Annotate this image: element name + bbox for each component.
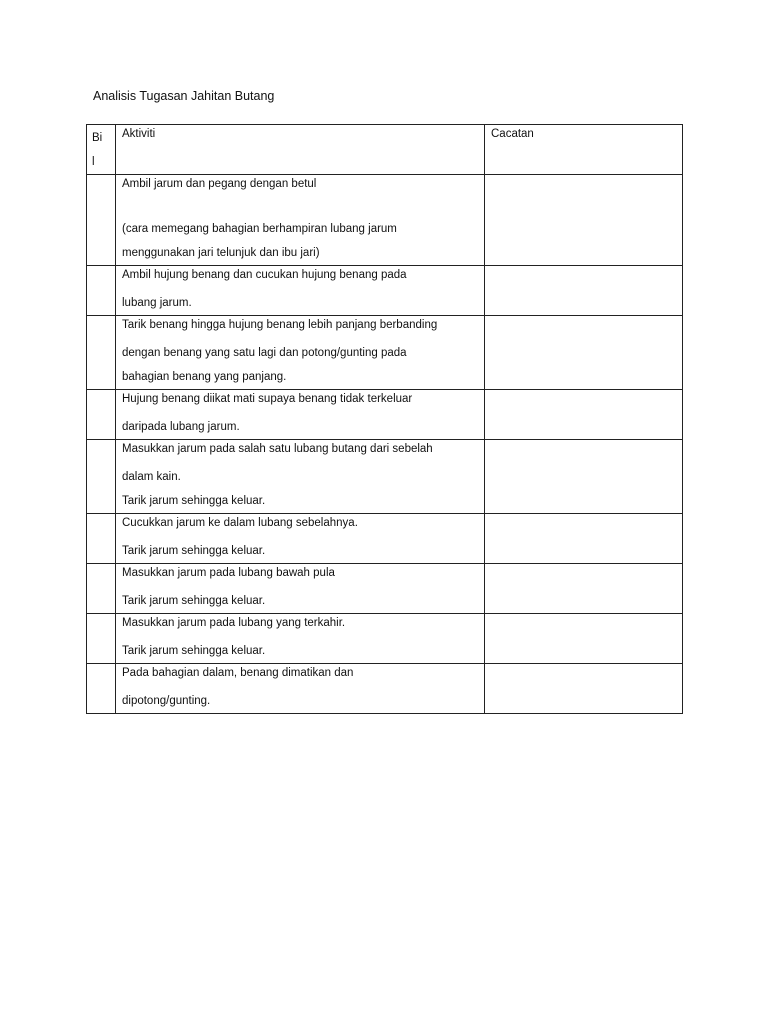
table-row: [87, 316, 683, 390]
table-row: [87, 614, 683, 664]
aktiviti-text-line: Cucukkan jarum ke dalam lubang sebelahnya.: [122, 517, 358, 529]
aktiviti-text-line: dipotong/gunting.: [122, 695, 211, 707]
cell-aktiviti: [116, 175, 485, 266]
cell-cacatan: [485, 564, 683, 614]
cell-cacatan: [485, 440, 683, 514]
cell-bil-value: [87, 316, 104, 317]
cell-bil-value: [87, 440, 104, 441]
cell-cacatan: [485, 664, 683, 714]
aktiviti-text-line: Ambil hujung benang dan cucukan hujung benang pada: [122, 269, 407, 281]
aktiviti-text-line: (cara memegang bahagian berhampiran lubang jarum: [122, 223, 397, 235]
header-cacatan-label: Cacatan: [491, 128, 534, 140]
cell-cacatan-value: [485, 514, 682, 515]
cell-bil-value: [87, 514, 104, 515]
cell-bil-value: [87, 664, 104, 665]
aktiviti-text-line: Masukkan jarum pada lubang bawah pula: [122, 567, 335, 579]
cell-cacatan-value: [485, 175, 682, 176]
aktiviti-text-line: Tarik jarum sehingga keluar.: [122, 595, 266, 607]
cell-bil-value: [87, 564, 104, 565]
aktiviti-text-line: Masukkan jarum pada lubang yang terkahir.: [122, 617, 346, 629]
cell-aktiviti: [116, 514, 485, 564]
cell-cacatan-value: [485, 266, 682, 267]
cell-bil: [87, 266, 116, 316]
cell-cacatan: [485, 316, 683, 390]
cell-bil: [87, 614, 116, 664]
header-bil-label: Bil: [92, 132, 103, 168]
aktiviti-text-line: Ambil jarum dan pegang dengan betul: [122, 178, 317, 190]
cell-bil: [87, 514, 116, 564]
cell-cacatan-value: [485, 390, 682, 391]
cell-aktiviti: [116, 390, 485, 440]
cell-aktiviti: [116, 316, 485, 390]
cell-bil-value: [87, 266, 104, 267]
task-analysis-table: [86, 124, 683, 714]
aktiviti-text-line: menggunakan jari telunjuk dan ibu jari): [122, 247, 320, 259]
aktiviti-text-line: daripada lubang jarum.: [122, 421, 240, 433]
aktiviti-text-line: bahagian benang yang panjang.: [122, 371, 287, 383]
table-header-row: [87, 125, 683, 175]
cell-cacatan-value: [485, 614, 682, 615]
header-aktiviti-label: Aktiviti: [122, 128, 156, 140]
aktiviti-text-line: Tarik benang hingga hujung benang lebih panjang berbanding: [122, 319, 438, 331]
aktiviti-text-line: dengan benang yang satu lagi dan potong/gunting pada: [122, 347, 407, 359]
cell-aktiviti: [116, 564, 485, 614]
cell-bil: [87, 664, 116, 714]
table-row: [87, 175, 683, 266]
cell-bil-value: [87, 390, 104, 391]
header-bil: [87, 125, 116, 175]
table-row: [87, 514, 683, 564]
cell-cacatan: [485, 175, 683, 266]
cell-bil-value: [87, 614, 104, 615]
aktiviti-text-line: Pada bahagian dalam, benang dimatikan dan: [122, 667, 354, 679]
cell-cacatan-value: [485, 564, 682, 565]
cell-cacatan-value: [485, 440, 682, 441]
cell-cacatan: [485, 514, 683, 564]
aktiviti-text-line: Tarik jarum sehingga keluar.: [122, 545, 266, 557]
cell-bil: [87, 440, 116, 514]
aktiviti-text-line: Hujung benang diikat mati supaya benang tidak terkeluar: [122, 393, 413, 405]
cell-bil: [87, 175, 116, 266]
cell-aktiviti: [116, 614, 485, 664]
cell-cacatan: [485, 266, 683, 316]
cell-bil: [87, 316, 116, 390]
document-title: Analisis Tugasan Jahitan Butang: [93, 89, 275, 103]
table-row: [87, 390, 683, 440]
cell-aktiviti: [116, 664, 485, 714]
aktiviti-text-line: Tarik jarum sehingga keluar.: [122, 645, 266, 657]
cell-aktiviti: [116, 266, 485, 316]
aktiviti-text-line: Masukkan jarum pada salah satu lubang butang dari sebelah: [122, 443, 433, 455]
table-row: [87, 664, 683, 714]
aktiviti-text-line: Tarik jarum sehingga keluar.: [122, 495, 266, 507]
cell-bil-value: [87, 175, 104, 176]
cell-cacatan: [485, 614, 683, 664]
cell-aktiviti: [116, 440, 485, 514]
aktiviti-text-line: lubang jarum.: [122, 297, 192, 309]
table-row: [87, 266, 683, 316]
cell-cacatan: [485, 390, 683, 440]
cell-bil: [87, 390, 116, 440]
table-row: [87, 440, 683, 514]
cell-bil: [87, 564, 116, 614]
header-cacatan: [485, 125, 683, 175]
cell-cacatan-value: [485, 316, 682, 317]
table-row: [87, 564, 683, 614]
header-aktiviti: [116, 125, 485, 175]
cell-cacatan-value: [485, 664, 682, 665]
aktiviti-text-line: dalam kain.: [122, 471, 181, 483]
